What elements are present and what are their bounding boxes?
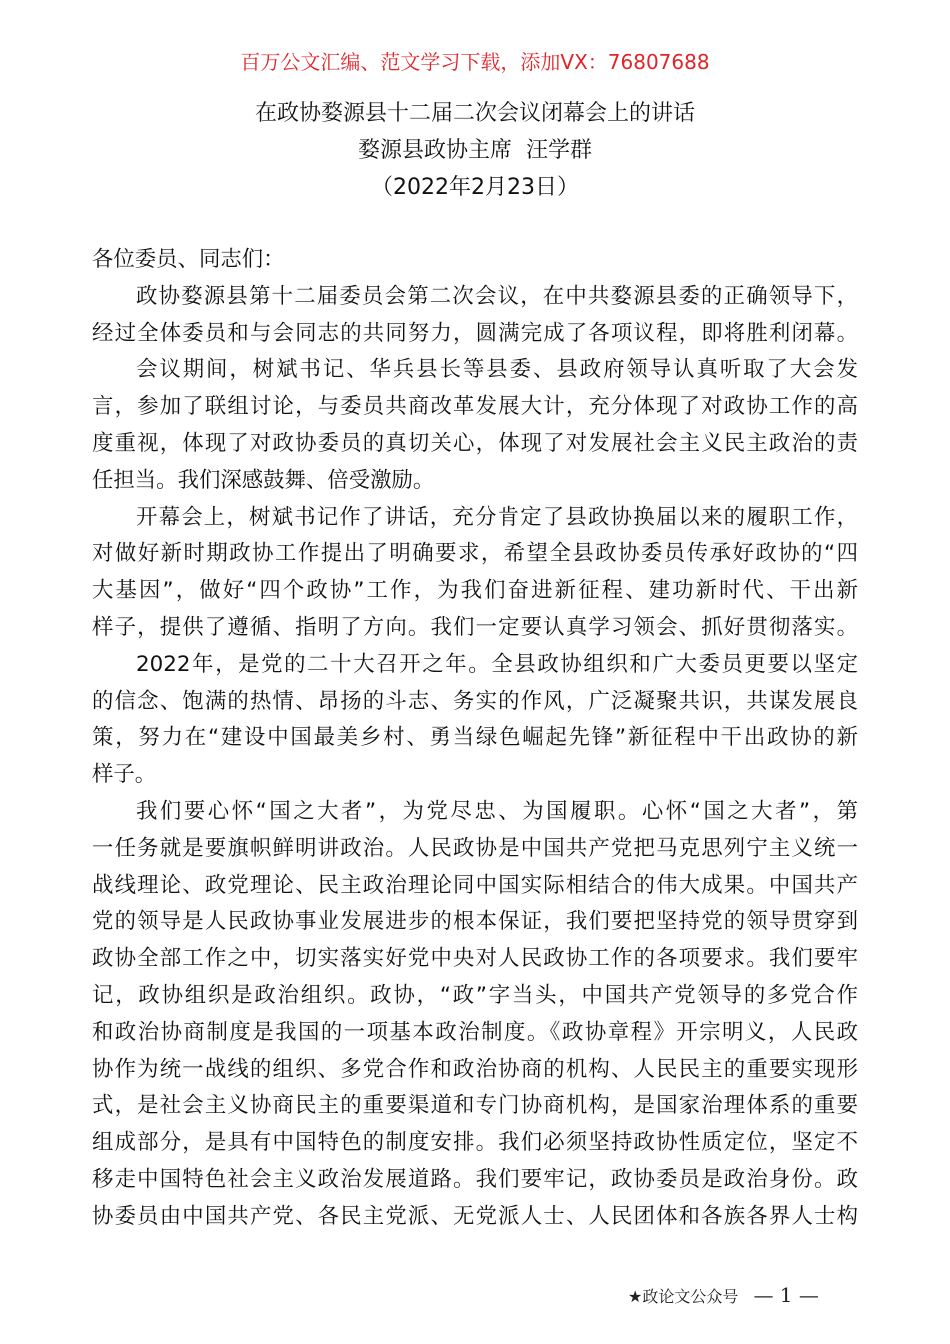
text-line: 式，是社会主义协商民主的重要渠道和专门协商机构，是国家治理体系的重要 xyxy=(92,1093,858,1119)
text-line: 会议期间，树斌书记、华兵县长等县委、县政府领导认真听取了大会发 xyxy=(136,357,858,383)
text-line: 任担当。我们深感鼓舞、倍受激励。 xyxy=(92,467,435,493)
watermark-banner: 百万公文汇编、范文学习下载，添加VX：76807688 xyxy=(240,50,710,74)
page-footer xyxy=(628,1283,819,1307)
text-line: 大基因”，做好“四个政协”工作，为我们奋进新征程、建功新时代、干出新 xyxy=(92,578,858,604)
text-line: 对做好新时期政协工作提出了明确要求，希望全县政协委员传承好政协的“四 xyxy=(92,541,858,567)
text-line: 记，政协组织是政治组织。政协，“政”字当头，中国共产党领导的多党合作 xyxy=(92,982,858,1008)
text-line: 协作为统一战线的组织、多党合作和政治协商的机构、人民民主的重要实现形 xyxy=(92,1056,858,1082)
text-line: 政协婺源县第十二届委员会第二次会议，在中共婺源县委的正确领导下， xyxy=(136,283,858,309)
footer-source: ★政论文公众号 xyxy=(628,1287,739,1306)
text-line: 度重视，体现了对政协委员的真切关心，体现了对发展社会主义民主政治的责 xyxy=(92,430,858,456)
document-body xyxy=(92,242,858,1236)
document-header xyxy=(0,95,950,206)
text-line: 言，参加了联组讨论，与委员共商改革发展大计，充分体现了对政协工作的高 xyxy=(92,394,858,420)
text-line: 我们要心怀“国之大者”，为党尽忠、为国履职。心怀“国之大者”，第 xyxy=(136,798,858,824)
text-line: 各位委员、同志们： xyxy=(92,247,285,272)
document-date: （2022年2月23日） xyxy=(371,175,579,200)
text-line: 2022年，是党的二十大召开之年。全县政协组织和广大委员更要以坚定 xyxy=(136,651,858,677)
text-line: 的信念、饱满的热情、昂扬的斗志、务实的作风，广泛凝聚共识，共谋发展良 xyxy=(92,688,858,714)
text-line: 政协全部工作之中，切实落实好党中央对人民政协工作的各项要求。我们要牢 xyxy=(92,946,858,972)
text-line: 组成部分，是具有中国特色的制度安排。我们必须坚持政协性质定位，坚定不 xyxy=(92,1130,858,1156)
text-line: 一任务就是要旗帜鲜明讲政治。人民政协是中国共产党把马克思列宁主义统一 xyxy=(92,835,858,861)
text-line: 策，努力在“建设中国最美乡村、勇当绿色崛起先锋”新征程中干出政协的新 xyxy=(92,725,858,751)
text-line: 协委员由中国共产党、各民主党派、无党派人士、人民团体和各族各界人士构 xyxy=(92,1203,858,1229)
text-line: 开幕会上，树斌书记作了讲话，充分肯定了县政协换届以来的履职工作， xyxy=(136,504,858,530)
text-line: 样子。 xyxy=(92,762,157,788)
document-title: 在政协婺源县十二届二次会议闭幕会上的讲话 xyxy=(254,101,695,126)
text-line: 样子，提供了遵循、指明了方向。我们一定要认真学习领会、抓好贯彻落实。 xyxy=(92,614,858,640)
text-line: 经过全体委员和与会同志的共同努力，圆满完成了各项议程，即将胜利闭幕。 xyxy=(92,320,858,346)
document-author: 婺源县政协主席 汪学群 xyxy=(358,138,592,163)
page-number: — 1 — xyxy=(753,1283,819,1307)
text-line: 党的领导是人民政协事业发展进步的根本保证，我们要把坚持党的领导贯穿到 xyxy=(92,909,858,935)
text-line: 战线理论、政党理论、民主政治理论同中国实际相结合的伟大成果。中国共产 xyxy=(92,872,858,898)
text-line: 移走中国特色社会主义政治发展道路。我们要牢记，政协委员是政治身份。政 xyxy=(92,1166,858,1192)
text-line: 和政治协商制度是我国的一项基本政治制度。《政协章程》开宗明义，人民政 xyxy=(92,1019,858,1045)
